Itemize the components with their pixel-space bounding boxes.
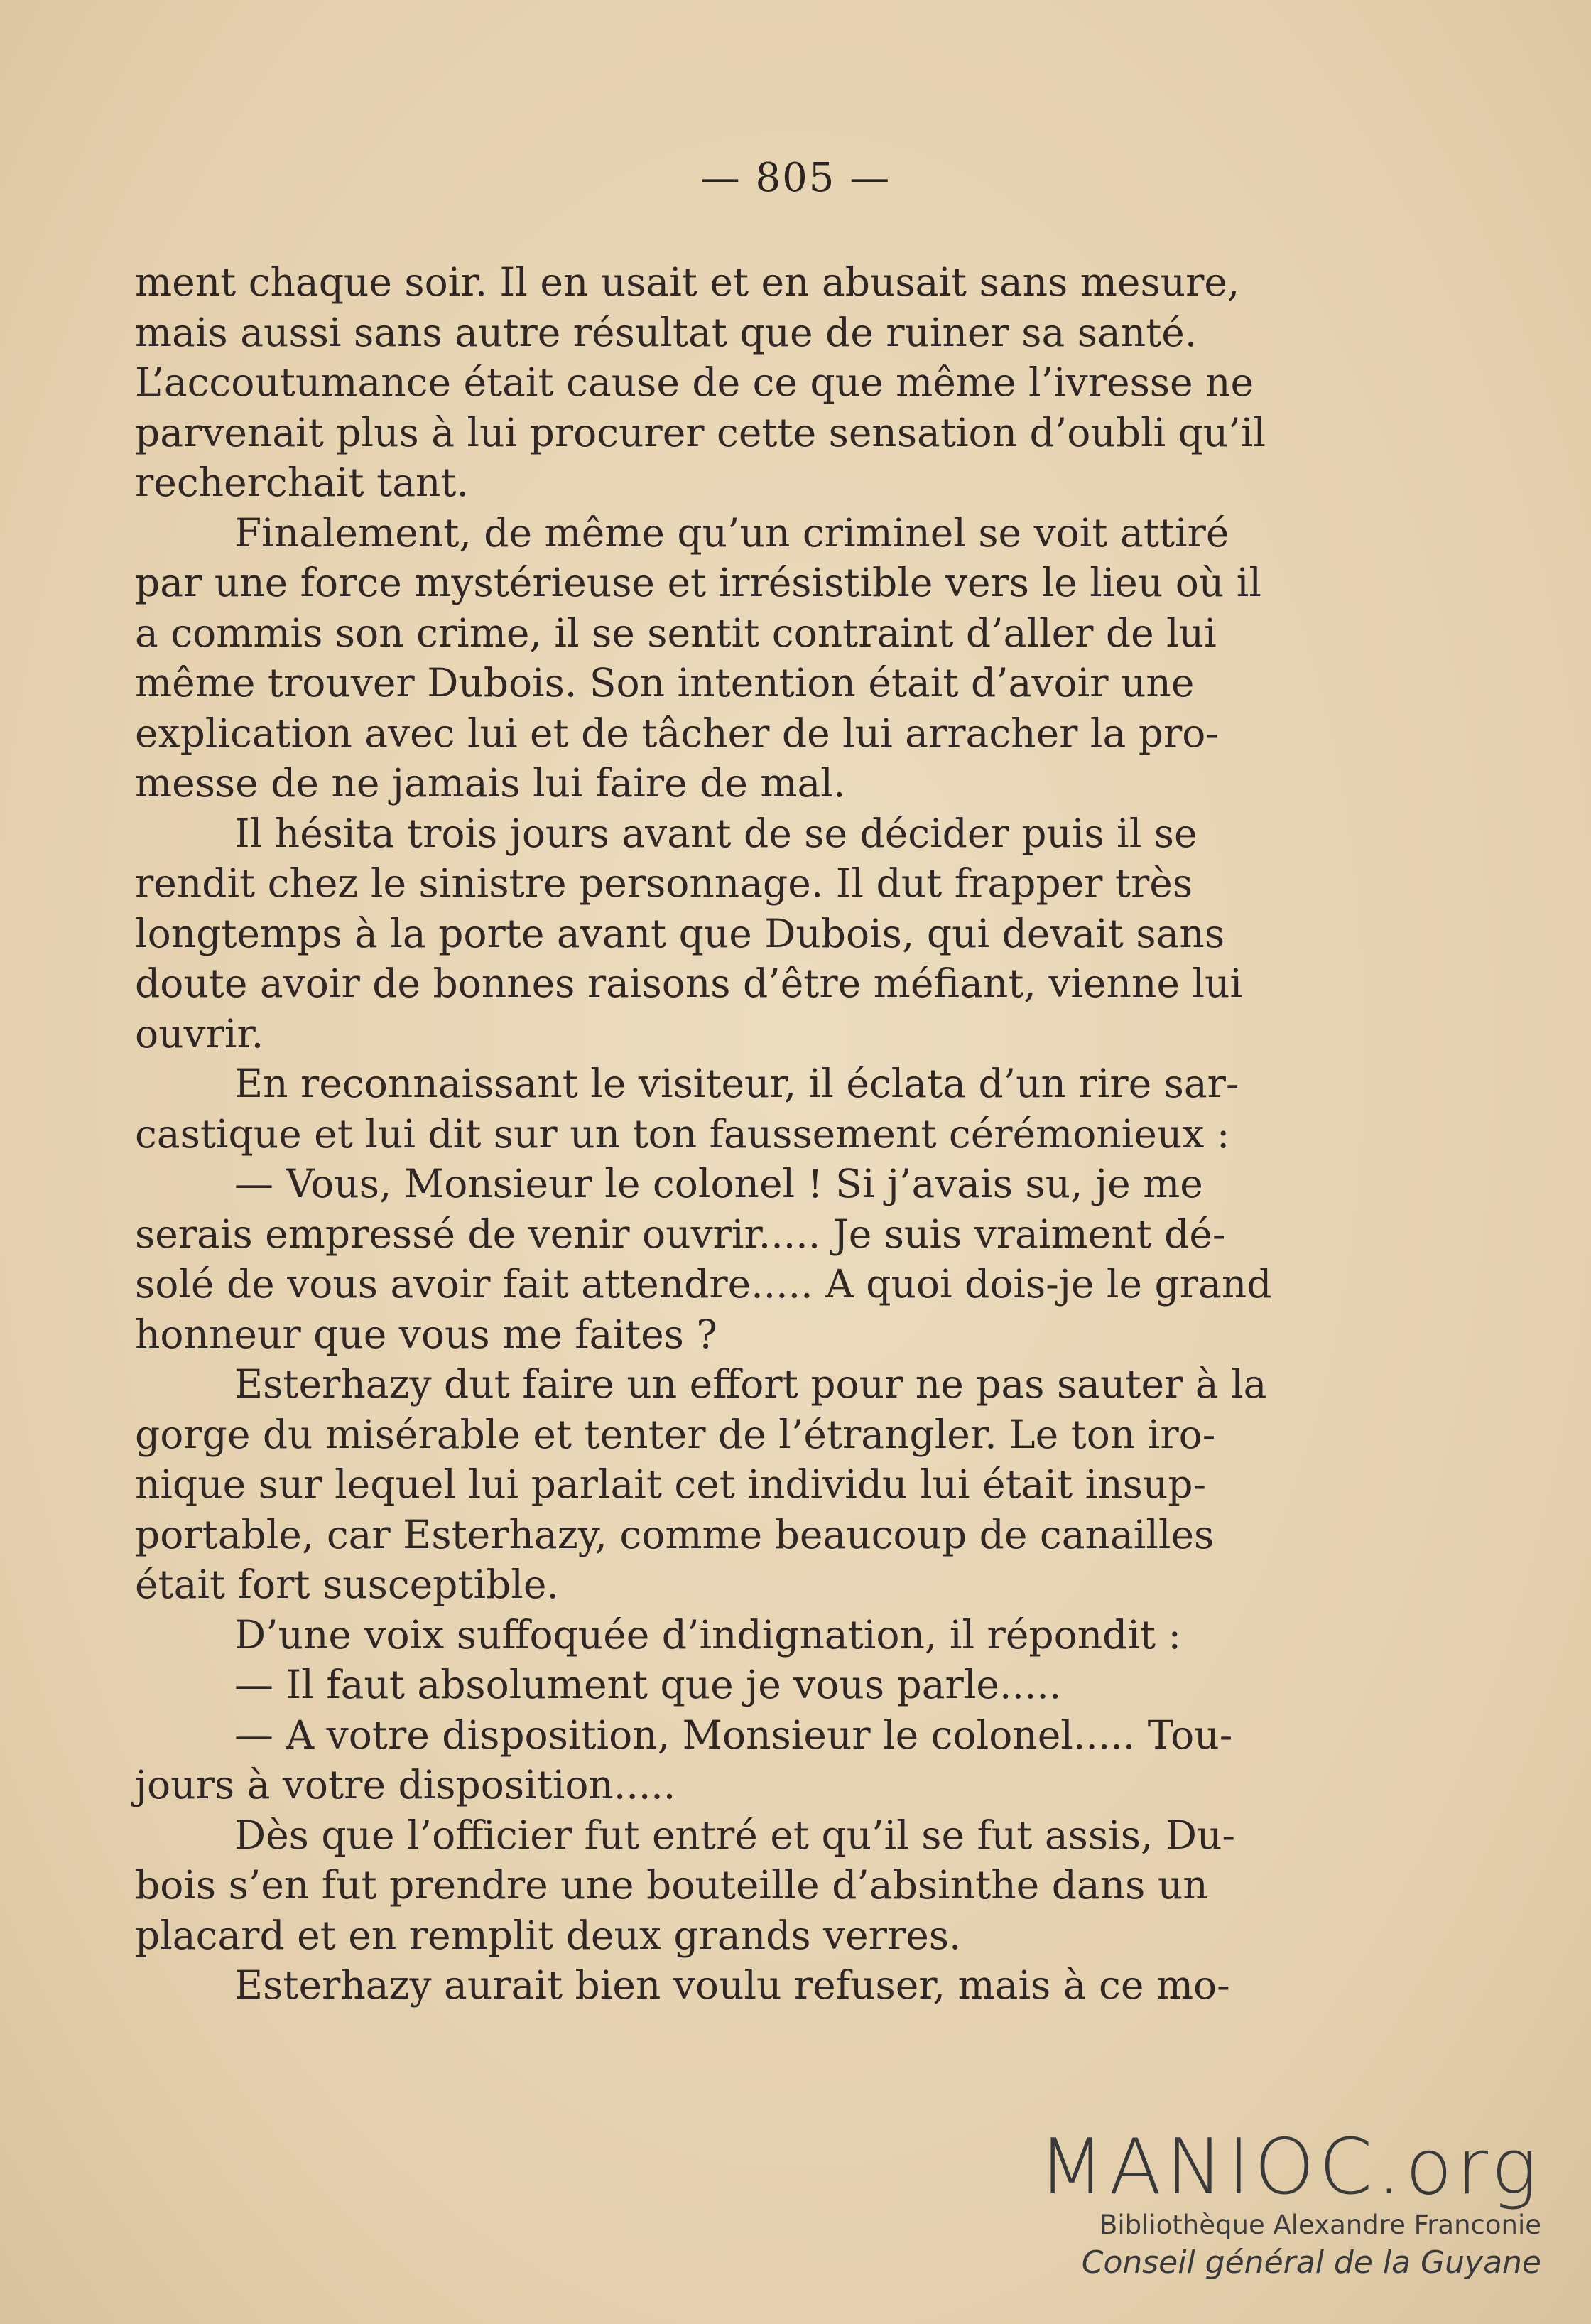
page-number: — 805 — xyxy=(700,155,891,201)
text-line: ouvrir. xyxy=(135,1010,264,1056)
body-text xyxy=(135,257,1357,2011)
text-line: — A votre disposition, Monsieur le colonel..... Tou- xyxy=(234,1712,1233,1758)
text-line: En reconnaissant le visiteur, il éclata d’un rire sar- xyxy=(234,1061,1239,1106)
text-line: Dès que l’officier fut entré et qu’il se fut assis, Du- xyxy=(234,1812,1235,1858)
text-line: explication avec lui et de tâcher de lui arracher la pro- xyxy=(135,710,1219,756)
text-line: rendit chez le sinistre personnage. Il dut frapper très xyxy=(135,860,1193,906)
text-line: recherchait tant. xyxy=(135,460,469,505)
text-line: longtemps à la porte avant que Dubois, qui devait sans xyxy=(135,910,1225,956)
text-line: ment chaque soir. Il en usait et en abusait sans mesure, xyxy=(135,259,1240,305)
text-line: L’accoutumance était cause de ce que même l’ivresse ne xyxy=(135,360,1254,405)
text-line: solé de vous avoir fait attendre..... A quoi dois-je le grand xyxy=(135,1261,1272,1307)
text-line: D’une voix suffoquée d’indignation, il répondit : xyxy=(234,1611,1182,1658)
council-name: Conseil général de la Guyane xyxy=(1081,2244,1541,2281)
text-line: a commis son crime, il se sentit contraint d’aller de lui xyxy=(135,610,1217,656)
text-line: même trouver Dubois. Son intention était d’avoir une xyxy=(135,660,1195,706)
text-line: portable, car Esterhazy, comme beaucoup de canailles xyxy=(135,1511,1215,1557)
text-line: placard et en remplit deux grands verres. xyxy=(135,1912,962,1958)
text-line: messe de ne jamais lui faire de mal. xyxy=(135,760,846,806)
text-line: parvenait plus à lui procurer cette sensation d’oubli qu’il xyxy=(135,409,1266,455)
text-line: bois s’en fut prendre une bouteille d’absinthe dans un xyxy=(135,1862,1208,1908)
library-name: Bibliothèque Alexandre Franconie xyxy=(1099,2210,1541,2240)
text-line: doute avoir de bonnes raisons d’être méfiant, vienne lui xyxy=(135,961,1243,1006)
text-line: honneur que vous me faites ? xyxy=(135,1311,717,1357)
text-line: Il hésita trois jours avant de se décider puis il se xyxy=(234,810,1198,856)
text-line: — Vous, Monsieur le colonel ! Si j’avais su, je me xyxy=(234,1161,1203,1206)
text-line: castique et lui dit sur un ton faussement cérémonieux : xyxy=(135,1110,1230,1157)
text-line: jours à votre disposition..... xyxy=(135,1762,676,1807)
text-line: était fort susceptible. xyxy=(135,1562,559,1607)
text-line: — Il faut absolument que je vous parle..... xyxy=(234,1662,1062,1707)
manioc-logo: MANIOC.org xyxy=(1038,2123,1541,2212)
text-line: Finalement, de même qu’un criminel se voit attiré xyxy=(234,509,1229,556)
text-line: Esterhazy aurait bien voulu refuser, mais à ce mo- xyxy=(234,1962,1230,2008)
text-line: gorge du misérable et tenter de l’étrangler. Le ton iro- xyxy=(135,1411,1216,1457)
text-line: nique sur lequel lui parlait cet individu lui était insup- xyxy=(135,1461,1207,1507)
text-line: Esterhazy dut faire un effort pour ne pas sauter à la xyxy=(234,1361,1267,1407)
text-line: mais aussi sans autre résultat que de ruiner sa santé. xyxy=(135,309,1198,355)
manioc-watermark xyxy=(902,2123,1541,2283)
text-line: serais empressé de venir ouvrir..... Je suis vraiment dé- xyxy=(135,1211,1226,1257)
text-line: par une force mystérieuse et irrésistible vers le lieu où il xyxy=(135,560,1261,605)
